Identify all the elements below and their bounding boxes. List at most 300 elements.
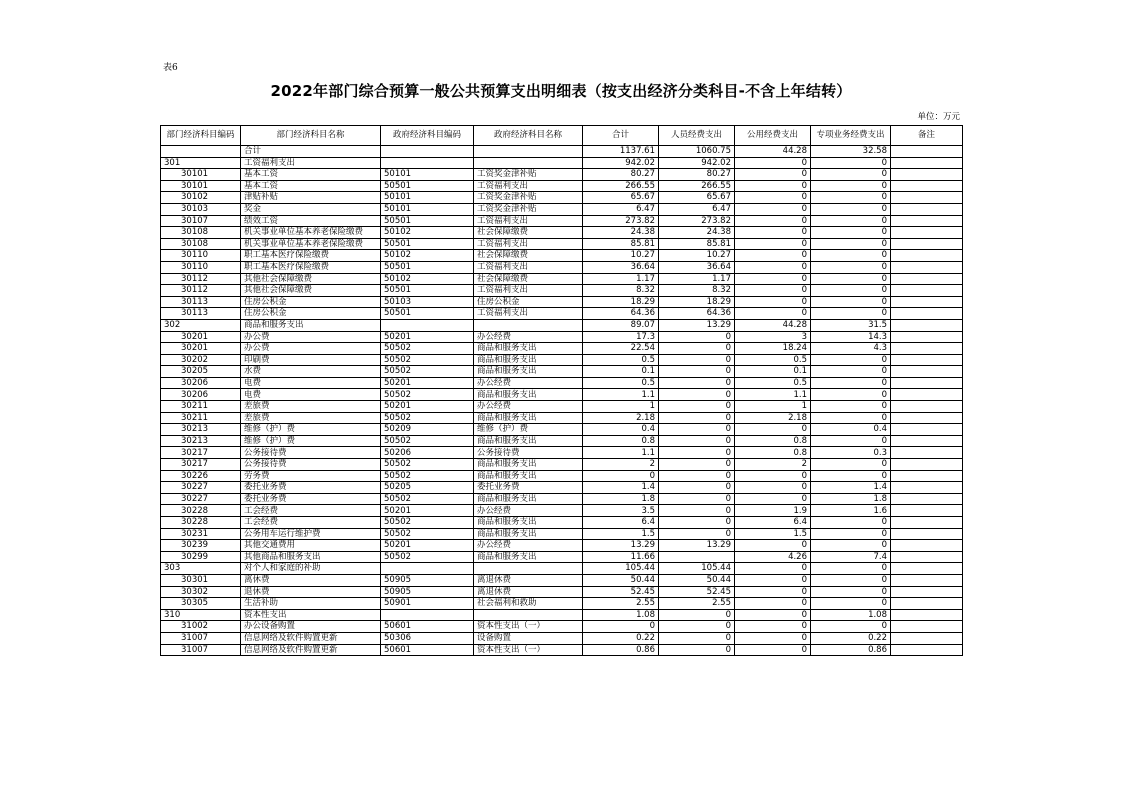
- cell-dept-name: 职工基本医疗保险缴费: [241, 250, 381, 262]
- cell-gov-name: 商品和服务支出: [474, 493, 583, 505]
- cell-personnel: 0: [659, 424, 735, 436]
- cell-remark: [891, 308, 963, 320]
- cell-gov-name: 设备购置: [474, 632, 583, 644]
- cell-dept-name: 基本工资: [241, 180, 381, 192]
- cell-dept-name: 印刷费: [241, 354, 381, 366]
- table-row: [161, 146, 963, 158]
- cell-gov-code: 50206: [381, 447, 474, 459]
- cell-public: 1.9: [735, 505, 811, 517]
- cell-dept-name: 生活补助: [241, 598, 381, 610]
- cell-dept-code: 30110: [161, 261, 241, 273]
- cell-personnel: 266.55: [659, 180, 735, 192]
- cell-public: 0: [735, 238, 811, 250]
- cell-personnel: 0: [659, 354, 735, 366]
- cell-dept-code: 30107: [161, 215, 241, 227]
- cell-gov-code: 50201: [381, 540, 474, 552]
- cell-dept-name: 办公费: [241, 343, 381, 355]
- cell-dept-name: 公务用车运行维护费: [241, 528, 381, 540]
- cell-public: 0: [735, 574, 811, 586]
- cell-public: 0: [735, 470, 811, 482]
- cell-personnel: 273.82: [659, 215, 735, 227]
- cell-remark: [891, 146, 963, 158]
- cell-dept-code: 30112: [161, 273, 241, 285]
- cell-dept-code: 30213: [161, 435, 241, 447]
- cell-public: 1.1: [735, 389, 811, 401]
- cell-remark: [891, 377, 963, 389]
- cell-dept-code: 30102: [161, 192, 241, 204]
- cell-public: 0: [735, 273, 811, 285]
- cell-public: 0: [735, 563, 811, 575]
- cell-gov-code: 50502: [381, 470, 474, 482]
- cell-special: 0: [811, 261, 891, 273]
- cell-dept-name: 住房公积金: [241, 308, 381, 320]
- table-row: [161, 459, 963, 471]
- cell-special: 32.58: [811, 146, 891, 158]
- cell-gov-name: 办公经费: [474, 377, 583, 389]
- cell-dept-name: 办公费: [241, 331, 381, 343]
- cell-remark: [891, 238, 963, 250]
- cell-dept-code: 30227: [161, 482, 241, 494]
- cell-remark: [891, 215, 963, 227]
- cell-total: 2: [583, 459, 659, 471]
- cell-gov-name: [474, 146, 583, 158]
- cell-dept-code: 30211: [161, 401, 241, 413]
- cell-gov-code: [381, 146, 474, 158]
- cell-personnel: 0: [659, 609, 735, 621]
- cell-gov-code: 50306: [381, 632, 474, 644]
- table-row: [161, 435, 963, 447]
- cell-gov-name: 工资奖金津补贴: [474, 192, 583, 204]
- table-row: [161, 528, 963, 540]
- cell-remark: [891, 180, 963, 192]
- cell-gov-name: 工资福利支出: [474, 180, 583, 192]
- cell-gov-code: 50901: [381, 598, 474, 610]
- cell-total: 89.07: [583, 319, 659, 331]
- cell-gov-name: 社会保障缴费: [474, 273, 583, 285]
- cell-personnel: 0: [659, 389, 735, 401]
- cell-total: 1137.61: [583, 146, 659, 158]
- cell-total: 6.4: [583, 517, 659, 529]
- table-row: [161, 215, 963, 227]
- cell-special: 0: [811, 586, 891, 598]
- cell-dept-name: 公务接待费: [241, 447, 381, 459]
- cell-special: 0: [811, 250, 891, 262]
- cell-gov-name: 商品和服务支出: [474, 354, 583, 366]
- col-header-personnel: 人员经费支出: [659, 126, 735, 146]
- table-row: [161, 586, 963, 598]
- cell-total: 0.86: [583, 644, 659, 656]
- cell-personnel: 0: [659, 528, 735, 540]
- cell-public: 0.8: [735, 447, 811, 459]
- cell-dept-code: 30305: [161, 598, 241, 610]
- cell-special: 0: [811, 203, 891, 215]
- cell-personnel: 0: [659, 401, 735, 413]
- cell-gov-name: 资本性支出（一）: [474, 644, 583, 656]
- cell-personnel: 18.29: [659, 296, 735, 308]
- cell-gov-name: 公务接待费: [474, 447, 583, 459]
- cell-total: 11.66: [583, 551, 659, 563]
- cell-gov-code: [381, 609, 474, 621]
- cell-gov-code: 50502: [381, 354, 474, 366]
- cell-dept-name: 办公设备购置: [241, 621, 381, 633]
- cell-special: 0: [811, 435, 891, 447]
- cell-personnel: 1060.75: [659, 146, 735, 158]
- cell-dept-code: 30206: [161, 389, 241, 401]
- cell-gov-name: 社会福利和救助: [474, 598, 583, 610]
- cell-personnel: 0: [659, 644, 735, 656]
- cell-remark: [891, 285, 963, 297]
- cell-special: 0: [811, 377, 891, 389]
- cell-total: 0: [583, 621, 659, 633]
- table-row: [161, 296, 963, 308]
- cell-public: 44.28: [735, 146, 811, 158]
- cell-personnel: 0: [659, 517, 735, 529]
- cell-gov-code: [381, 319, 474, 331]
- cell-dept-name: 维修（护）费: [241, 435, 381, 447]
- table-row: [161, 273, 963, 285]
- cell-public: 0.5: [735, 377, 811, 389]
- table-row: [161, 540, 963, 552]
- cell-public: 0: [735, 598, 811, 610]
- cell-personnel: 0: [659, 331, 735, 343]
- cell-public: 0: [735, 296, 811, 308]
- cell-public: 0: [735, 540, 811, 552]
- cell-total: 1.8: [583, 493, 659, 505]
- cell-special: 0: [811, 621, 891, 633]
- cell-personnel: 0: [659, 470, 735, 482]
- cell-remark: [891, 447, 963, 459]
- cell-gov-name: 工资福利支出: [474, 285, 583, 297]
- cell-gov-name: 工资奖金津补贴: [474, 203, 583, 215]
- table-row: [161, 238, 963, 250]
- cell-gov-code: 50501: [381, 285, 474, 297]
- cell-special: 1.8: [811, 493, 891, 505]
- cell-total: 17.3: [583, 331, 659, 343]
- cell-personnel: 0: [659, 632, 735, 644]
- cell-gov-name: 委托业务费: [474, 482, 583, 494]
- cell-gov-code: 50501: [381, 308, 474, 320]
- cell-remark: [891, 598, 963, 610]
- table-row: [161, 598, 963, 610]
- cell-dept-name: 电费: [241, 377, 381, 389]
- cell-special: 0: [811, 389, 891, 401]
- table-row: [161, 470, 963, 482]
- cell-public: 4.26: [735, 551, 811, 563]
- cell-personnel: 0: [659, 621, 735, 633]
- cell-gov-code: 50201: [381, 331, 474, 343]
- cell-special: 0: [811, 412, 891, 424]
- cell-personnel: 0: [659, 412, 735, 424]
- cell-dept-code: 302: [161, 319, 241, 331]
- cell-dept-code: 303: [161, 563, 241, 575]
- cell-gov-name: 工资福利支出: [474, 261, 583, 273]
- table-row: [161, 621, 963, 633]
- cell-remark: [891, 250, 963, 262]
- cell-total: 266.55: [583, 180, 659, 192]
- cell-personnel: 85.81: [659, 238, 735, 250]
- cell-dept-name: 其他社会保障缴费: [241, 285, 381, 297]
- table-row: [161, 493, 963, 505]
- cell-special: 0: [811, 157, 891, 169]
- cell-gov-name: 办公经费: [474, 540, 583, 552]
- cell-dept-code: 30205: [161, 366, 241, 378]
- cell-public: 0.1: [735, 366, 811, 378]
- cell-gov-name: 住房公积金: [474, 296, 583, 308]
- cell-total: 273.82: [583, 215, 659, 227]
- cell-gov-code: 50201: [381, 401, 474, 413]
- table-row: [161, 424, 963, 436]
- cell-gov-name: 商品和服务支出: [474, 551, 583, 563]
- cell-personnel: 0: [659, 435, 735, 447]
- cell-special: 0: [811, 285, 891, 297]
- cell-remark: [891, 331, 963, 343]
- cell-dept-code: 30101: [161, 180, 241, 192]
- cell-dept-code: 30299: [161, 551, 241, 563]
- cell-special: 0: [811, 227, 891, 239]
- document-title: 2022年部门综合预算一般公共预算支出明细表（按支出经济分类科目-不含上年结转）: [270, 82, 852, 100]
- cell-remark: [891, 644, 963, 656]
- cell-special: 0: [811, 354, 891, 366]
- cell-dept-code: 31007: [161, 644, 241, 656]
- cell-gov-name: 办公经费: [474, 505, 583, 517]
- cell-personnel: 65.67: [659, 192, 735, 204]
- cell-public: 0: [735, 493, 811, 505]
- cell-public: 0: [735, 261, 811, 273]
- table-row: [161, 377, 963, 389]
- cell-public: 44.28: [735, 319, 811, 331]
- table-row: [161, 192, 963, 204]
- cell-special: 0: [811, 401, 891, 413]
- cell-gov-name: 资本性支出（一）: [474, 621, 583, 633]
- cell-remark: [891, 343, 963, 355]
- cell-total: 80.27: [583, 169, 659, 181]
- cell-remark: [891, 482, 963, 494]
- cell-dept-code: 30239: [161, 540, 241, 552]
- table-number-label: 表6: [163, 63, 178, 73]
- cell-personnel: 0: [659, 447, 735, 459]
- cell-special: 1.6: [811, 505, 891, 517]
- cell-total: 52.45: [583, 586, 659, 598]
- cell-special: 0: [811, 598, 891, 610]
- cell-special: 4.3: [811, 343, 891, 355]
- cell-gov-code: 50501: [381, 180, 474, 192]
- cell-dept-name: 差旅费: [241, 401, 381, 413]
- cell-personnel: 8.32: [659, 285, 735, 297]
- cell-gov-name: 工资福利支出: [474, 215, 583, 227]
- cell-special: 0: [811, 574, 891, 586]
- cell-gov-name: [474, 563, 583, 575]
- cell-total: 50.44: [583, 574, 659, 586]
- cell-remark: [891, 563, 963, 575]
- cell-gov-code: 50501: [381, 261, 474, 273]
- cell-gov-name: 商品和服务支出: [474, 528, 583, 540]
- table-row: [161, 401, 963, 413]
- cell-gov-name: [474, 157, 583, 169]
- cell-dept-name: 信息网络及软件购置更新: [241, 644, 381, 656]
- cell-personnel: 13.29: [659, 540, 735, 552]
- cell-total: 0.5: [583, 354, 659, 366]
- cell-special: 1.4: [811, 482, 891, 494]
- cell-remark: [891, 227, 963, 239]
- cell-public: 2: [735, 459, 811, 471]
- cell-gov-name: 工资福利支出: [474, 308, 583, 320]
- cell-public: 2.18: [735, 412, 811, 424]
- cell-gov-name: 商品和服务支出: [474, 459, 583, 471]
- cell-total: 1.1: [583, 389, 659, 401]
- cell-public: 0: [735, 285, 811, 297]
- cell-total: 0.5: [583, 377, 659, 389]
- cell-special: 0: [811, 540, 891, 552]
- table-row: [161, 261, 963, 273]
- col-header-dept-name: 部门经济科目名称: [241, 126, 381, 146]
- cell-remark: [891, 435, 963, 447]
- cell-dept-name: 住房公积金: [241, 296, 381, 308]
- table-row: [161, 505, 963, 517]
- cell-dept-name: 公务接待费: [241, 459, 381, 471]
- cell-remark: [891, 192, 963, 204]
- cell-remark: [891, 273, 963, 285]
- table-row: [161, 354, 963, 366]
- cell-special: 0: [811, 215, 891, 227]
- cell-gov-code: 50501: [381, 238, 474, 250]
- cell-dept-name: 工会经费: [241, 517, 381, 529]
- col-header-remark: 备注: [891, 126, 963, 146]
- cell-total: 0.1: [583, 366, 659, 378]
- cell-personnel: 0: [659, 459, 735, 471]
- cell-total: 2.55: [583, 598, 659, 610]
- cell-personnel: 1.17: [659, 273, 735, 285]
- cell-gov-code: [381, 563, 474, 575]
- cell-gov-code: 50905: [381, 574, 474, 586]
- cell-dept-code: 30226: [161, 470, 241, 482]
- cell-gov-name: 社会保障缴费: [474, 250, 583, 262]
- cell-gov-name: 离退休费: [474, 586, 583, 598]
- cell-gov-code: 50101: [381, 203, 474, 215]
- cell-remark: [891, 203, 963, 215]
- cell-total: 3.5: [583, 505, 659, 517]
- cell-gov-code: 50502: [381, 435, 474, 447]
- cell-personnel: 64.36: [659, 308, 735, 320]
- cell-gov-code: 50502: [381, 366, 474, 378]
- cell-dept-name: 合计: [241, 146, 381, 158]
- cell-public: 1: [735, 401, 811, 413]
- cell-total: 105.44: [583, 563, 659, 575]
- cell-gov-code: 50101: [381, 169, 474, 181]
- cell-gov-name: 商品和服务支出: [474, 470, 583, 482]
- cell-public: 18.24: [735, 343, 811, 355]
- cell-total: 0.22: [583, 632, 659, 644]
- cell-gov-code: 50502: [381, 343, 474, 355]
- cell-remark: [891, 632, 963, 644]
- col-header-total: 合计: [583, 126, 659, 146]
- cell-remark: [891, 296, 963, 308]
- cell-dept-name: 基本工资: [241, 169, 381, 181]
- cell-total: 1.5: [583, 528, 659, 540]
- cell-public: 0: [735, 180, 811, 192]
- cell-special: 1.08: [811, 609, 891, 621]
- cell-gov-name: 商品和服务支出: [474, 435, 583, 447]
- cell-special: 31.5: [811, 319, 891, 331]
- cell-total: 8.32: [583, 285, 659, 297]
- cell-dept-code: 31007: [161, 632, 241, 644]
- table-row: [161, 180, 963, 192]
- cell-personnel: 0: [659, 366, 735, 378]
- cell-gov-code: 50905: [381, 586, 474, 598]
- cell-gov-code: 50201: [381, 505, 474, 517]
- table-row: [161, 227, 963, 239]
- cell-public: 0: [735, 424, 811, 436]
- cell-dept-name: 差旅费: [241, 412, 381, 424]
- cell-dept-name: 奖金: [241, 203, 381, 215]
- cell-remark: [891, 459, 963, 471]
- cell-dept-code: 30108: [161, 227, 241, 239]
- cell-dept-code: 30101: [161, 169, 241, 181]
- cell-gov-code: 50101: [381, 192, 474, 204]
- cell-total: 2.18: [583, 412, 659, 424]
- cell-special: 0: [811, 192, 891, 204]
- table-header-row: [161, 126, 963, 146]
- table-row: [161, 551, 963, 563]
- cell-personnel: 2.55: [659, 598, 735, 610]
- cell-dept-name: 津贴补贴: [241, 192, 381, 204]
- cell-dept-name: 离休费: [241, 574, 381, 586]
- cell-remark: [891, 261, 963, 273]
- cell-total: 1: [583, 401, 659, 413]
- cell-remark: [891, 551, 963, 563]
- cell-dept-code: 30201: [161, 343, 241, 355]
- cell-personnel: 36.64: [659, 261, 735, 273]
- cell-gov-name: [474, 319, 583, 331]
- cell-special: 0: [811, 470, 891, 482]
- cell-dept-code: 30202: [161, 354, 241, 366]
- col-header-public: 公用经费支出: [735, 126, 811, 146]
- cell-gov-code: 50502: [381, 493, 474, 505]
- cell-personnel: 50.44: [659, 574, 735, 586]
- cell-special: 0: [811, 238, 891, 250]
- budget-detail-table: [160, 125, 963, 656]
- cell-total: 1.1: [583, 447, 659, 459]
- cell-gov-name: 商品和服务支出: [474, 366, 583, 378]
- cell-public: 6.4: [735, 517, 811, 529]
- table-row: [161, 366, 963, 378]
- cell-gov-name: 商品和服务支出: [474, 389, 583, 401]
- cell-dept-name: 其他交通费用: [241, 540, 381, 552]
- cell-remark: [891, 586, 963, 598]
- cell-total: 0.4: [583, 424, 659, 436]
- cell-public: 0: [735, 250, 811, 262]
- cell-gov-code: 50201: [381, 377, 474, 389]
- cell-gov-name: 办公经费: [474, 401, 583, 413]
- table-row: [161, 389, 963, 401]
- cell-gov-name: 商品和服务支出: [474, 343, 583, 355]
- cell-dept-code: 30217: [161, 447, 241, 459]
- col-header-special: 专项业务经费支出: [811, 126, 891, 146]
- table-row: [161, 632, 963, 644]
- table-row: [161, 319, 963, 331]
- table-row: [161, 157, 963, 169]
- cell-special: 0.22: [811, 632, 891, 644]
- cell-public: 0.8: [735, 435, 811, 447]
- cell-remark: [891, 574, 963, 586]
- cell-gov-code: 50601: [381, 621, 474, 633]
- table-row: [161, 574, 963, 586]
- cell-special: 0: [811, 180, 891, 192]
- cell-dept-code: 310: [161, 609, 241, 621]
- cell-remark: [891, 389, 963, 401]
- cell-personnel: 10.27: [659, 250, 735, 262]
- cell-special: 0: [811, 366, 891, 378]
- cell-dept-code: 30228: [161, 517, 241, 529]
